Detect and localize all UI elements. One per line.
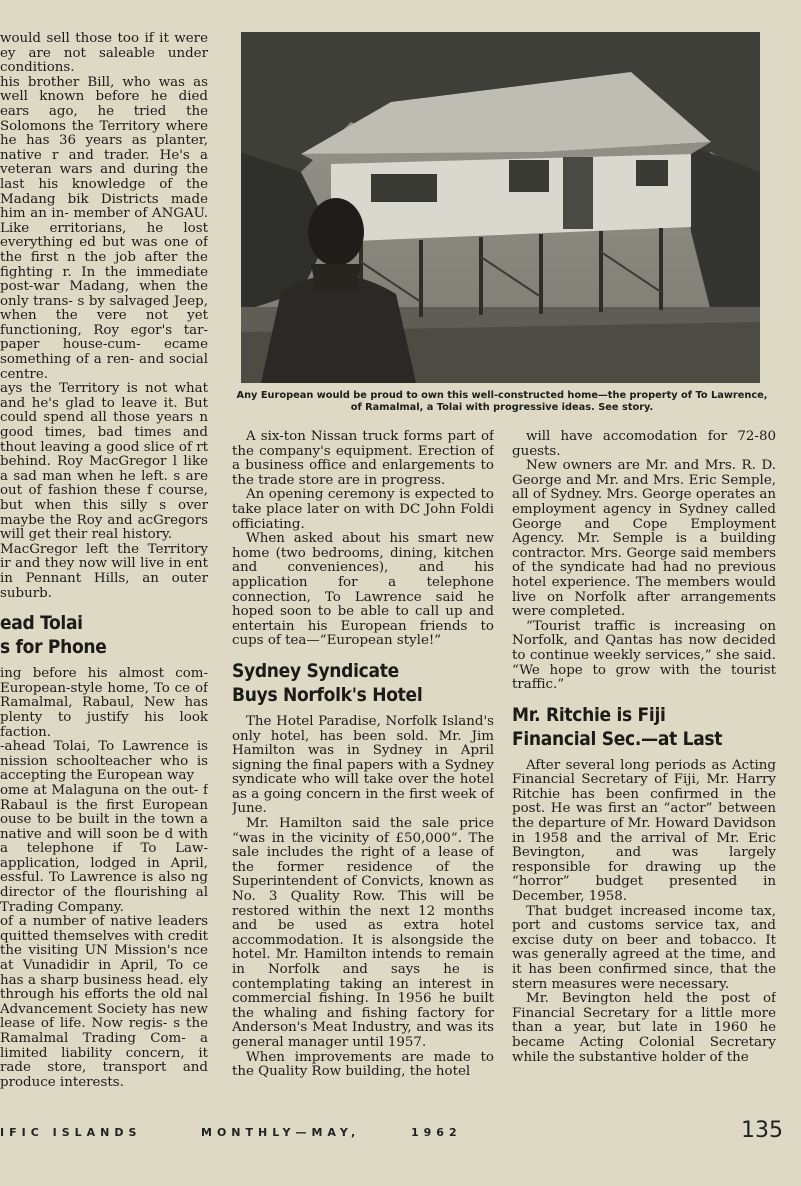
paragraph: ome at Malaguna on the out- f Rabaul is the first European ouse to be built in the town a native and will soon be d with a telephone if To Law- application, lodged in April, essful. To Lawrence is also ng director of the flourishing al Trading Company. bbox=[0, 782, 208, 915]
paragraph: New owners are Mr. and Mrs. R. D. George and Mr. and Mrs. Eric Semple, all of Sydney. Mrs. George operates an employment agency in Sydney called George and Cope Employment Agency. Mr. Semple is a building contractor. Mrs. George said members of the syndicate had had no previous hotel experience. The members would live on Norfolk after arrangements were completed. bbox=[512, 458, 776, 620]
column-right-top-text bbox=[512, 430, 776, 693]
page-number: 135 bbox=[741, 1118, 783, 1143]
paragraph: A six-ton Nissan truck forms part of the company's equipment. Erection of a business office and enlargements to the trade store are in progress. bbox=[232, 430, 494, 488]
paragraph: Mr. Bevington held the post of Financial Secretary for a little more than a year, but late in 1960 he became Acting Colonial Secretary while the substantive holder of the bbox=[512, 991, 776, 1065]
article-column-right bbox=[512, 430, 776, 1065]
headline-line-1: ead Tolai bbox=[0, 612, 83, 635]
headline-line-1: Mr. Ritchie is Fiji bbox=[512, 703, 666, 726]
paragraph: would sell those too if it were ey are not saleable under conditions. bbox=[0, 32, 208, 76]
tolai-phone-headline bbox=[0, 611, 208, 659]
paragraph: An opening ceremony is expected to take place later on with DC John Foldi officiating. bbox=[232, 487, 494, 532]
headline-line-1: Sydney Syndicate bbox=[232, 659, 399, 682]
house-photo-image bbox=[241, 32, 760, 383]
column-right-bottom-text bbox=[512, 759, 776, 1065]
article-column-middle bbox=[232, 430, 494, 1080]
paragraph: The Hotel Paradise, Norfolk Island's only hotel, has been sold. Mr. Jim Hamilton was in Sydney in April signing the final papers with a Sydney syndicate who will take over the hotel as a going concern in the first week of June. bbox=[232, 713, 494, 817]
article-column-left bbox=[0, 32, 208, 1090]
paragraph: When improvements are made to the Quality Row building, the hotel bbox=[232, 1049, 494, 1080]
paragraph: will have accomodation for 72-80 guests. bbox=[512, 430, 776, 459]
footer-publication: IFIC ISLANDS bbox=[0, 1126, 142, 1139]
paragraph: ing before his almost com- European-style home, To ce of Ramalmal, Rabaul, New has plenty to justify his look faction. bbox=[0, 666, 208, 740]
paragraph: Mr. Hamilton said the sale price “was in the vicinity of £50,000”. The sale includes the right of a lease of the former residence of the Superintendent of Convicts, known as No. 3 Quality Row. This will be restored within the next 12 months and be used as extra hotel accommodation. It is alsongside the hotel. Mr. Hamilton intends to remain in Norfolk and says he is contemplating taking an interest in commercial fishing. In 1956 he built the whaling and fishing factory for Anderson's Meat Industry, and was its general manager until 1957. bbox=[232, 816, 494, 1050]
headline-line-2: Financial Sec.—at Last bbox=[512, 727, 723, 750]
footer-year: 1962 bbox=[411, 1126, 462, 1139]
house-photo bbox=[241, 32, 760, 383]
paragraph: of a number of native leaders quitted themselves with credit the visiting UN Mission's nce at Vunadidir in April, To ce has a sharp business head. ely through his efforts the old nal Advancement Society has new lease of life. Now regis- s the Ramalmal Trading Com- a limited liability concern, it rade store, transport and produce interests. bbox=[0, 914, 208, 1090]
headline-line-2: s for Phone bbox=[0, 636, 107, 659]
paragraph: When asked about his smart new home (two bedrooms, dining, kitchen and conveniences), and his application for a telephone connection, To Lawrence said he hoped soon to be able to call up and entertain his European friends to cups of tea—“European style!” bbox=[232, 531, 494, 649]
sydney-syndicate-headline bbox=[232, 659, 494, 707]
paragraph: MacGregor left the Territory ir and they now will live in ent in Pennant Hills, an outer suburb. bbox=[0, 541, 208, 601]
headline-line-2: Buys Norfolk's Hotel bbox=[232, 683, 423, 706]
ritchie-fiji-headline bbox=[512, 703, 776, 751]
paragraph: “Tourist traffic is increasing on Norfolk, and Qantas has now decided to continue weekly services,” she said. “We hope to grow with the tourist traffic.” bbox=[512, 618, 776, 693]
paragraph: ays the Territory is not what and he's glad to leave it. But could spend all those years n good times, bad times and thout leaving a good slice of rt behind. Roy MacGregor l like a sad man when he left. s are out of fashion these f course, but when this silly s over maybe the Roy and acGregors will get their real history. bbox=[0, 381, 208, 543]
footer-issue: MONTHLY—MAY, bbox=[201, 1126, 361, 1139]
paragraph: After several long periods as Acting Financial Secretary of Fiji, Mr. Harry Ritchie has been confirmed in the post. He was first an “actor” between the departure of Mr. Howard Davidson in 1958 and the arrival of Mr. Eric Bevington, and was largely responsible for drawing up the “horror” budget presented in December, 1958. bbox=[512, 757, 776, 905]
column-left-top-text bbox=[0, 32, 208, 601]
paragraph: -ahead Tolai, To Lawrence is nission schoolteacher who is accepting the European way bbox=[0, 739, 208, 784]
photo-caption: Any European would be proud to own this well-constructed home—the property of To Lawrence, of Ramalmal, a Tolai with progressive ideas. See story. bbox=[236, 390, 768, 413]
paragraph: his brother Bill, who was as well known before he died ears ago, he tried the Solomons the Territory where he has 36 years as planter, native r and trader. He's a veteran wars and during the last his knowledge of the Madang bik Districts made him an in- member of ANGAU. Like erritorians, he lost everything ed but was one of the first n the job after the fighting r. In the immediate post-war Madang, when the only trans- s by salvaged Jeep, when the vere not yet functioning, Roy egor's tar-paper house-cum- ecame something of a ren- and social centre. bbox=[0, 74, 208, 382]
column-middle-top-text bbox=[232, 430, 494, 649]
page-footer bbox=[0, 1124, 801, 1144]
paragraph: That budget increased income tax, port and customs service tax, and excise duty on beer and tobacco. It was generally agreed at the time, and it has been confirmed since, that the stern measures were necessary. bbox=[512, 903, 776, 992]
column-left-bottom-text bbox=[0, 667, 208, 1090]
column-middle-bottom-text bbox=[232, 715, 494, 1080]
